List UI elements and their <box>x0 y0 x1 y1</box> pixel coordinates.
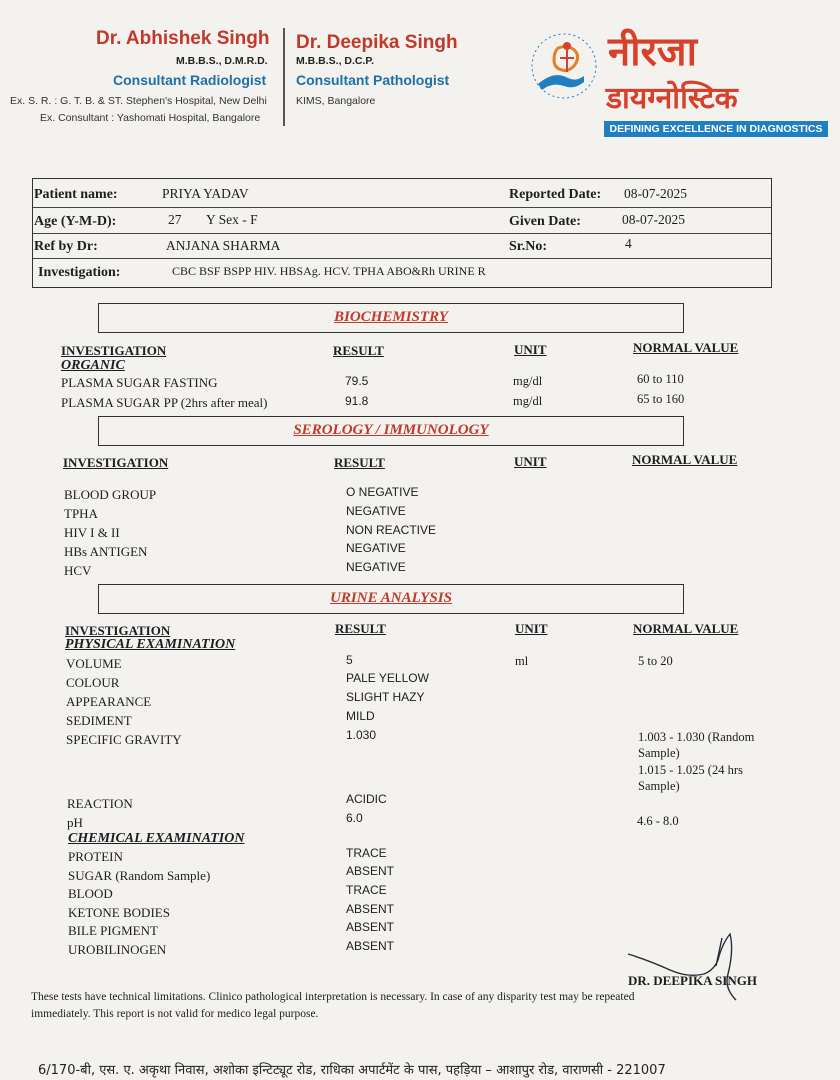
test-result: NEGATIVE <box>346 504 406 518</box>
test-unit: ml <box>515 654 529 668</box>
doctor2-role: Consultant Pathologist <box>296 72 450 88</box>
patient-sex: Y Sex - F <box>206 212 258 227</box>
test-normal: 65 to 160 <box>637 392 685 406</box>
patient-name: PRIYA YADAV <box>162 186 249 201</box>
col-unit: UNIT <box>514 342 547 357</box>
test-result: 79.5 <box>345 374 369 388</box>
col-unit: UNIT <box>515 621 548 636</box>
chemical-exam-heading: CHEMICAL EXAMINATION <box>68 831 245 846</box>
test-result: ACIDIC <box>346 792 387 806</box>
brand-tagline: DEFINING EXCELLENCE IN DIAGNOSTICS <box>604 121 828 137</box>
test-name: BILE PIGMENT <box>68 923 158 938</box>
age-label: Age (Y-M-D): <box>34 214 117 229</box>
clinic-emblem-icon <box>524 26 604 106</box>
doctor1-experience-1: Ex. S. R. : G. T. B. & ST. Stephen's Hospital, New Delhi <box>10 95 267 107</box>
sg-normal-line: 1.015 - 1.025 (24 hrs <box>638 763 743 777</box>
physical-exam-heading: PHYSICAL EXAMINATION <box>65 637 236 652</box>
col-result: RESULT <box>334 455 385 470</box>
test-name: BLOOD GROUP <box>64 487 157 502</box>
test-name: TPHA <box>64 506 98 521</box>
test-name: SPECIFIC GRAVITY <box>66 732 182 747</box>
signatory-name: DR. DEEPIKA SINGH <box>628 973 757 988</box>
col-result: RESULT <box>333 343 384 358</box>
col-normal: NORMAL VALUE <box>633 621 739 636</box>
patient-age: 27 <box>168 212 182 227</box>
disclaimer-line-2: immediately. This report is not valid for medico legal purpose. <box>31 1008 319 1020</box>
col-investigation: INVESTIGATION <box>65 623 171 638</box>
doctor1-experience-2: Ex. Consultant : Yashomati Hospital, Bangalore <box>40 112 261 124</box>
organic-heading: ORGANIC <box>61 358 125 373</box>
biochemistry-title: BIOCHEMISTRY <box>334 309 448 325</box>
doctor2-affiliation: KIMS, Bangalore <box>296 95 376 107</box>
test-result: NEGATIVE <box>346 560 406 574</box>
test-result: MILD <box>346 709 375 723</box>
doctor2-name: Dr. Deepika Singh <box>296 32 458 53</box>
col-normal: NORMAL VALUE <box>632 452 738 467</box>
signature-mark-icon <box>618 930 758 1002</box>
reported-date: 08-07-2025 <box>624 186 687 201</box>
test-result: ABSENT <box>346 902 395 916</box>
test-name: REACTION <box>67 796 133 811</box>
col-result: RESULT <box>335 621 386 636</box>
test-name: VOLUME <box>66 656 122 671</box>
test-result: ABSENT <box>346 939 395 953</box>
ref-doctor: ANJANA SHARMA <box>166 238 281 253</box>
ref-doctor-label: Ref by Dr: <box>34 239 98 254</box>
header-divider <box>283 28 285 126</box>
test-name: HBs ANTIGEN <box>64 544 148 559</box>
test-result: ABSENT <box>346 864 395 878</box>
doctor1-role: Consultant Radiologist <box>113 72 267 88</box>
test-normal: 4.6 - 8.0 <box>637 814 679 828</box>
test-name: APPEARANCE <box>66 694 152 709</box>
col-investigation: INVESTIGATION <box>61 343 167 358</box>
given-date: 08-07-2025 <box>622 212 685 227</box>
doctor1-degree: M.B.B.S., D.M.R.D. <box>176 55 268 67</box>
test-result: ABSENT <box>346 920 395 934</box>
test-name: BLOOD <box>68 886 113 901</box>
investigation-list: CBC BSF BSPP HIV. HBSAg. HCV. TPHA ABO&Rh URINE R <box>172 264 486 278</box>
test-name: PLASMA SUGAR FASTING <box>61 375 218 390</box>
serial-no: 4 <box>625 236 632 251</box>
test-result: PALE YELLOW <box>346 671 429 685</box>
reported-date-label: Reported Date: <box>509 187 602 202</box>
test-unit: mg/dl <box>513 374 543 388</box>
serology-banner <box>98 416 684 446</box>
serology-title: SEROLOGY / IMMUNOLOGY <box>293 422 489 438</box>
test-result: 91.8 <box>345 394 369 408</box>
test-name: SEDIMENT <box>66 713 132 728</box>
brand-subtitle: डायग्नोस्टिक <box>606 81 738 116</box>
col-normal: NORMAL VALUE <box>633 340 739 355</box>
urine-banner <box>98 584 684 614</box>
urine-title: URINE ANALYSIS <box>330 590 452 606</box>
test-normal: 5 to 20 <box>638 654 673 668</box>
test-result: O NEGATIVE <box>346 485 419 499</box>
test-name: HCV <box>64 563 92 578</box>
footer-address: 6/170-बी, एस. ए. अकृथा निवास, अशोका इन्टिट्यूट रोड, राधिका अपार्टमेंट के पास, पहड़िया – आशापुर रोड, वाराणसी - 221007 <box>38 1063 666 1078</box>
test-result: 6.0 <box>346 811 363 825</box>
test-result: NON REACTIVE <box>346 523 437 537</box>
test-name: pH <box>67 815 83 830</box>
test-result: TRACE <box>346 846 387 860</box>
given-date-label: Given Date: <box>509 214 581 229</box>
test-name: UROBILINOGEN <box>68 942 167 957</box>
biochemistry-banner <box>98 303 684 333</box>
test-name: SUGAR (Random Sample) <box>68 868 211 883</box>
sg-normal-line: Sample) <box>638 746 680 760</box>
test-result: 5 <box>346 653 353 667</box>
brand-name: नीरजा <box>608 29 697 75</box>
test-name: PLASMA SUGAR PP (2hrs after meal) <box>61 395 268 410</box>
test-name: COLOUR <box>66 675 120 690</box>
sg-normal-line: Sample) <box>638 779 680 793</box>
test-result: TRACE <box>346 883 387 897</box>
test-result: SLIGHT HAZY <box>346 690 425 704</box>
test-name: PROTEIN <box>68 849 123 864</box>
patient-name-label: Patient name: <box>34 187 118 202</box>
test-result: NEGATIVE <box>346 541 406 555</box>
doctor2-degree: M.B.B.S., D.C.P. <box>296 55 374 67</box>
test-result: 1.030 <box>346 728 377 742</box>
investigation-label: Investigation: <box>38 265 121 280</box>
serial-no-label: Sr.No: <box>509 239 547 254</box>
test-name: HIV I & II <box>64 525 120 540</box>
test-name: KETONE BODIES <box>68 905 170 920</box>
disclaimer-line-1: These tests have technical limitations. Clinico pathological interpretation is necessary. In case of any disparity test may be repeated <box>31 991 635 1003</box>
col-unit: UNIT <box>514 454 547 469</box>
test-unit: mg/dl <box>513 394 543 408</box>
test-normal: 60 to 110 <box>637 372 684 386</box>
doctor1-name: Dr. Abhishek Singh <box>96 28 270 49</box>
col-investigation: INVESTIGATION <box>63 455 169 470</box>
sg-normal-line: 1.003 - 1.030 (Random <box>638 730 755 744</box>
